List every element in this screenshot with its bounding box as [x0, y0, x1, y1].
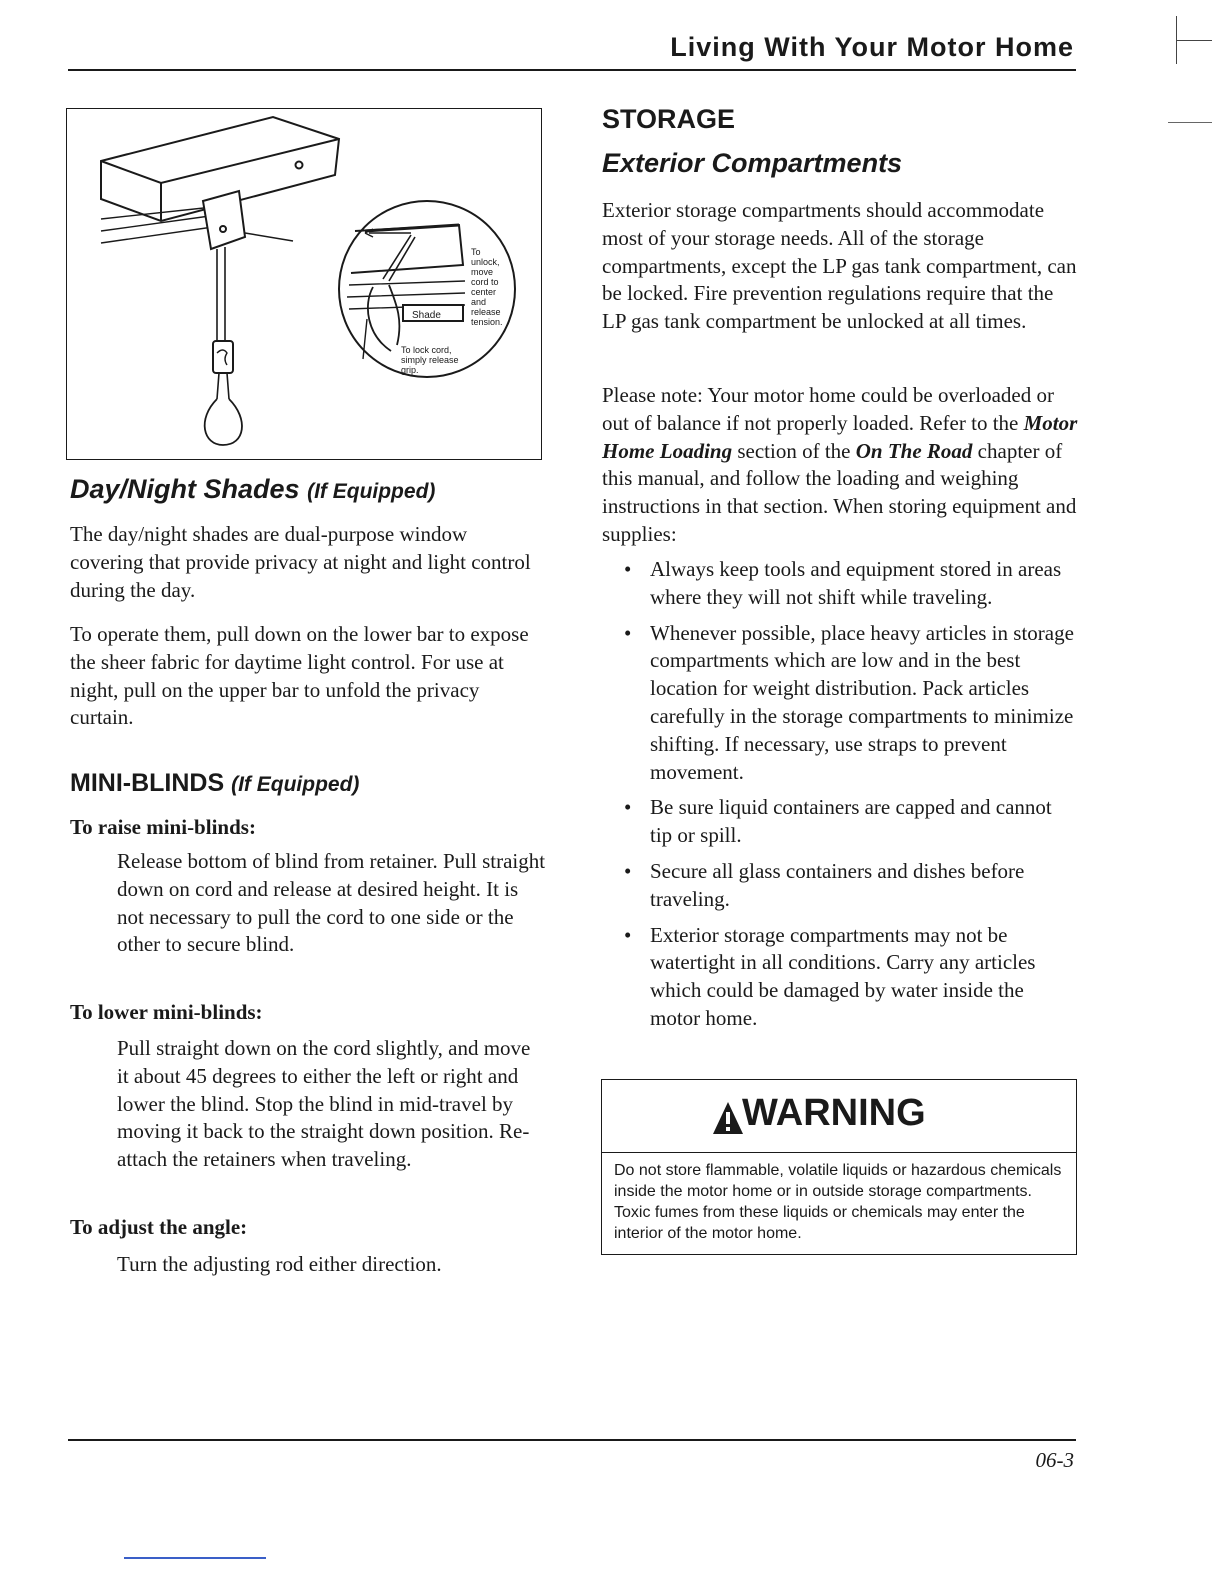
header-rule [68, 69, 1076, 71]
list-item: • Be sure liquid containers are capped and cannot tip or spill. [624, 795, 1052, 848]
warning-title: WARNING [742, 1092, 926, 1134]
bullet-icon: • [624, 922, 632, 947]
callout-lock-line: To lock cord, [401, 345, 452, 355]
list-item: • Whenever possible, place heavy articles in storage compartments which are low and in the best location for weight distribution. Pack articles carefully in the storage compartments to minimize shifting. If necessary, use straps to prevent movement. [624, 620, 1074, 784]
callout-unlock-line: cord to [471, 277, 499, 287]
bullet-icon: • [624, 620, 632, 645]
heading-text: MINI-BLINDS [70, 769, 225, 797]
storage-tips-list [602, 556, 1078, 1041]
shade-label: Shade [412, 310, 441, 321]
section-heading-mini-blinds [70, 769, 359, 798]
heading-text: Day/Night Shades [70, 474, 300, 504]
crop-mark [1168, 122, 1212, 123]
text-run: chapter of this manual, and follow the loading and weighing instructions in that section. When storing equipment and supplies: [602, 438, 1077, 546]
text-run: Please note: Your motor home could be overloaded or out of balance if not properly loaded. Refer to the [602, 383, 1054, 435]
paragraph: Turn the adjusting rod either direction. [117, 1252, 442, 1276]
page-number: 06-3 [1035, 1448, 1074, 1472]
subheading-lower: To lower mini-blinds: [70, 1000, 263, 1024]
list-item: • Exterior storage compartments may not be watertight in all conditions. Carry any articles which could be damaged by water inside the motor home. [624, 922, 1036, 1030]
subheading-angle: To adjust the angle: [70, 1215, 248, 1239]
reference-on-the-road: On The Road [855, 438, 973, 463]
shade-illustration [66, 108, 542, 460]
callout-unlock-line: move [471, 267, 494, 277]
footer-rule [68, 1439, 1076, 1441]
paragraph-loading-note [602, 382, 1078, 549]
heading-qualifier: (If Equipped) [231, 773, 360, 796]
paragraph: Release bottom of blind from retainer. Pull straight down on cord and release at desired height. It is not necessary to pull the cord to one side or the other to secure blind. [117, 849, 546, 957]
heading-qualifier: (If Equipped) [307, 480, 436, 503]
page-header-title: Living With Your Motor Home [670, 32, 1074, 62]
warning-text: Do not store flammable, volatile liquids or hazardous chemicals inside the motor home or in outside storage compartments. Toxic fumes from these liquids or chemicals may enter the interior of the motor home. [614, 1162, 1062, 1242]
list-item: • Secure all glass containers and dishes before traveling. [624, 858, 1025, 911]
section-heading-storage: STORAGE [602, 104, 736, 134]
paragraph: The day/night shades are dual-purpose window covering that provide privacy at night and light control during the day. [70, 522, 531, 602]
paragraph: Pull straight down on the cord slightly, and move it about 45 degrees to either the left or right and lower the blind. Stop the blind in mid-travel by moving it back to the straight down position. Re-attach the retainers when traveling. [117, 1036, 531, 1172]
section-heading-day-night [70, 474, 435, 505]
callout-lock-line: grip. [401, 365, 419, 375]
callout-unlock-line: and [471, 297, 487, 307]
crop-mark [1176, 40, 1212, 41]
paragraph: Exterior storage compartments should accommodate most of your storage needs. All of the storage compartments, except the LP gas tank compartment, can be locked. Fire prevention regulations require that the LP gas tank compartment be unlocked at all times. [602, 198, 1077, 334]
bullet-icon: • [624, 557, 632, 581]
callout-unlock-line: tension. [471, 317, 503, 327]
callout-unlock-line: center [471, 287, 497, 297]
warning-triangle-icon [712, 1100, 744, 1136]
shade-diagram [67, 109, 541, 459]
subsection-heading-exterior: Exterior Compartments [602, 148, 903, 178]
edge-mark [124, 1557, 266, 1559]
bullet-icon: • [624, 858, 632, 883]
warning-box [601, 1079, 1077, 1255]
reference-motor-home-loading: Motor Home Loading [602, 410, 1078, 463]
subheading-raise: To raise mini-blinds: [70, 815, 256, 839]
callout-unlock-line: unlock, [471, 257, 500, 267]
callout-lock-line: simply release [401, 355, 459, 365]
list-item: • Always keep tools and equipment stored in areas where they will not shift while traveling. [624, 557, 1062, 609]
callout-unlock-line: release [471, 307, 501, 317]
bullet-icon: • [624, 795, 632, 820]
warning-header [602, 1080, 1076, 1153]
callout-unlock-line: To [471, 247, 481, 257]
text-run: section of the [732, 438, 856, 463]
paragraph: To operate them, pull down on the lower bar to expose the sheer fabric for daytime light control. For use at night, pull on the upper bar to unfold the privacy curtain. [70, 622, 529, 730]
